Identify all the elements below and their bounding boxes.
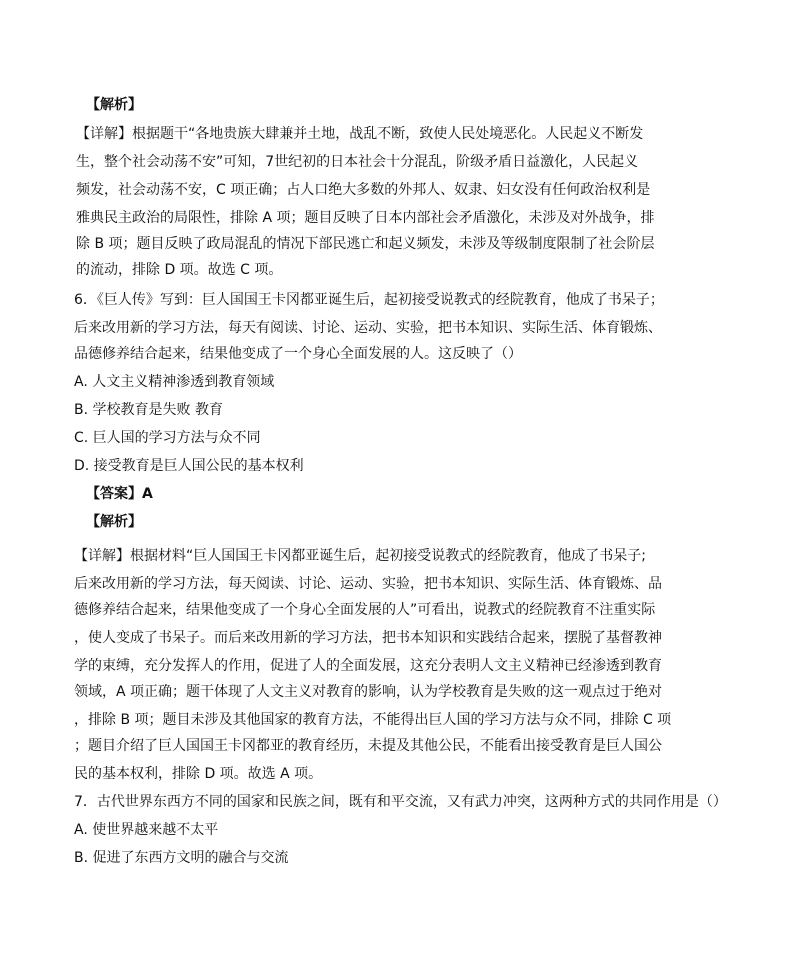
detail-line: ，排除 B 项；题目未涉及其他国家的教育方法，不能得出巨人国的学习方法与众不同，排除 C 项	[74, 712, 672, 728]
option-d: D. 接受教育是巨人国公民的基本权利	[74, 458, 304, 474]
detail-line: 后来改用新的学习方法，每天阅读、讨论、运动、实验，把书本知识、实际生活、体育锻炼、品	[74, 576, 662, 592]
option-b: B. 学校教育是失败 教育	[74, 402, 223, 418]
detail-line: 学的束缚，充分发挥人的作用，促进了人的全面发展，这充分表明人文主义精神已经渗透到教育	[74, 658, 662, 674]
question-stem-line: 后来改用新的学习方法，每天有阅读、讨论、运动、实验，把书本知识、实际生活、体育锻炼、	[74, 320, 662, 336]
detail-line: 雅典民主政治的局限性，排除 A 项；题目反映了日本内部社会矛盾激化，未涉及对外战争，排	[76, 210, 655, 226]
option-a: A. 人文主义精神渗透到教育领域	[74, 374, 275, 390]
option-a: A. 使世界越来越不太平	[74, 822, 219, 838]
analysis-label: 【解析】	[86, 97, 142, 113]
detail-line: 生，整个社会动荡不安”可知，7世纪初的日本社会十分混乱，阶级矛盾日益激化，人民起义	[76, 154, 639, 170]
detail-line: 德修养结合起来，结果他变成了一个身心全面发展的人”可看出，说教式的经院教育不注重实际	[74, 602, 656, 618]
analysis-label: 【解析】	[86, 514, 142, 530]
detail-line: 领域，A 项正确；题干体现了人文主义对教育的影响，认为学校教育是失败的这一观点过于绝对	[74, 684, 663, 700]
detail-line: 民的基本权利，排除 D 项。故选 A 项。	[74, 766, 323, 782]
detail-line: 除 B 项；题目反映了政局混乱的情况下部民逃亡和起义频发，未涉及等级制度限制了社会阶层	[76, 236, 655, 252]
detail-line: 【详解】根据题干“各地贵族大肆兼并土地，战乱不断，致使人民处境恶化。人民起义不断发	[76, 126, 644, 142]
detail-line: 的流动，排除 D 项。故选 C 项。	[76, 262, 283, 278]
detail-line: 频发，社会动荡不安，C 项正确；占人口绝大多数的外邦人、奴隶、妇女没有任何政治权利是	[76, 182, 651, 198]
question-stem-line: 品德修养结合起来，结果他变成了一个身心全面发展的人。这反映了（）	[74, 346, 522, 362]
detail-line: 【详解】根据材料“巨人国国王卡冈都亚诞生后，起初接受说教式的经院教育，他成了书呆子;	[74, 548, 646, 564]
question-stem-line: 7．古代世界东西方不同的国家和民族之间，既有和平交流，又有武力冲突，这两种方式的共同作用是（）	[74, 794, 727, 810]
detail-line: ；题目介绍了巨人国国王卡冈都亚的教育经历，未提及其他公民，不能看出接受教育是巨人国公	[74, 738, 662, 754]
option-b: B. 促进了东西方文明的融合与交流	[74, 850, 289, 866]
question-stem-line: 6．《巨人传》写到：巨人国国王卡冈都亚诞生后，起初接受说教式的经院教育，他成了书呆子；	[74, 292, 664, 308]
option-c: C. 巨人国的学习方法与众不同	[74, 430, 261, 446]
detail-line: ，使人变成了书呆子。而后来改用新的学习方法，把书本知识和实践结合起来，摆脱了基督教神	[74, 630, 662, 646]
answer-line: 【答案】A	[86, 486, 153, 502]
